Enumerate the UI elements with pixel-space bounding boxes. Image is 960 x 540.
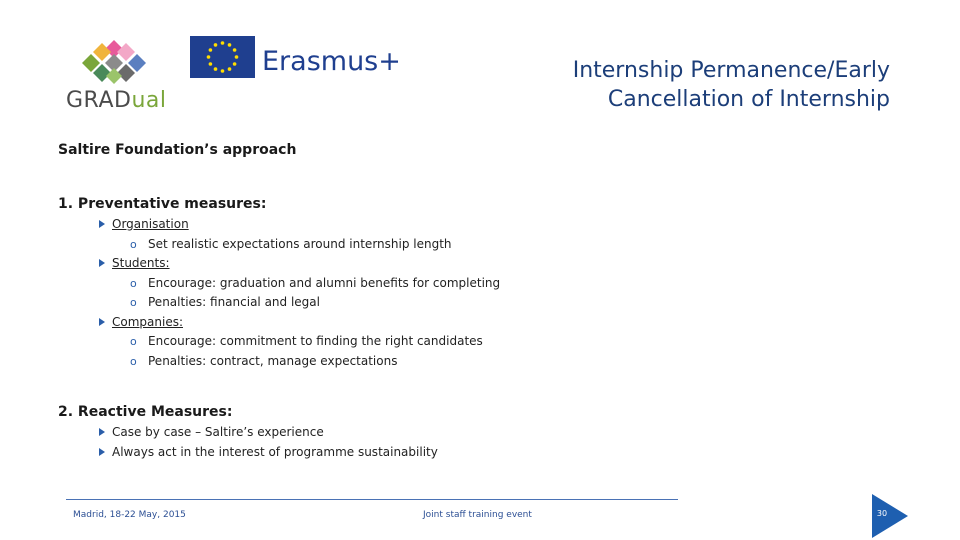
footer-divider: [66, 499, 678, 500]
bullet-triangle-icon: [99, 428, 105, 436]
eu-flag-icon: [190, 36, 255, 78]
erasmus-wordmark: Erasmus+: [262, 46, 401, 77]
sub-list-item-text: Penalties: contract, manage expectations: [148, 353, 398, 368]
slide-title: [490, 56, 890, 114]
sub-list-item: [98, 274, 500, 294]
slide-title-line1: Internship Permanence/Early: [572, 58, 890, 83]
sub-list-item: [98, 352, 500, 372]
list-item: [98, 215, 500, 235]
section1-list: [98, 215, 500, 371]
footer-event-name: Joint staff training event: [423, 510, 532, 520]
list-item-label: Students:: [112, 256, 170, 270]
sub-list-item: [98, 235, 500, 255]
section2-heading: 2. Reactive Measures:: [58, 404, 233, 420]
list-item: [98, 423, 438, 443]
bullet-triangle-icon: [99, 259, 105, 267]
section1-heading: 1. Preventative measures:: [58, 196, 267, 212]
subtitle: Saltire Foundation’s approach: [58, 142, 297, 158]
bullet-triangle-icon: [99, 448, 105, 456]
list-item-label: Companies:: [112, 314, 183, 329]
bullet-circle-icon: o: [130, 276, 137, 290]
sub-list-item-text: Encourage: graduation and alumni benefits for completing: [148, 275, 501, 290]
bullet-circle-icon: o: [130, 335, 137, 348]
gradual-wordmark-part1: GRAD: [66, 88, 132, 113]
list-item-label: Always act in the interest of programme sustainability: [112, 444, 438, 459]
gradual-wordmark: [66, 88, 166, 113]
sub-list-item: [98, 332, 500, 352]
bullet-circle-icon: o: [130, 354, 137, 368]
footer-location-date: Madrid, 18-22 May, 2015: [73, 510, 186, 520]
sub-list-item-text: Set realistic expectations around internship length: [148, 236, 452, 251]
list-item-label: Organisation: [112, 217, 189, 231]
page-number: 30: [876, 509, 888, 518]
bullet-triangle-icon: [99, 318, 105, 326]
slide-title-line2: Cancellation of Internship: [607, 87, 890, 112]
list-item: [98, 313, 500, 333]
bullet-circle-icon: o: [130, 296, 137, 309]
erasmus-logo: [190, 36, 420, 82]
bullet-circle-icon: o: [130, 237, 137, 251]
gradual-wordmark-part2: ual: [131, 88, 167, 113]
sub-list-item: [98, 293, 500, 313]
list-item: [98, 443, 438, 463]
sub-list-item-text: Penalties: financial and legal: [148, 295, 320, 309]
list-item: [98, 254, 500, 274]
gradual-logo: [60, 40, 180, 112]
section2-list: [98, 423, 438, 462]
sub-list-item-text: Encourage: commitment to finding the right candidates: [148, 334, 483, 348]
bullet-triangle-icon: [99, 220, 105, 228]
gradual-diamond-mark-icon: [82, 40, 146, 86]
list-item-label: Case by case – Saltire’s experience: [112, 425, 324, 439]
